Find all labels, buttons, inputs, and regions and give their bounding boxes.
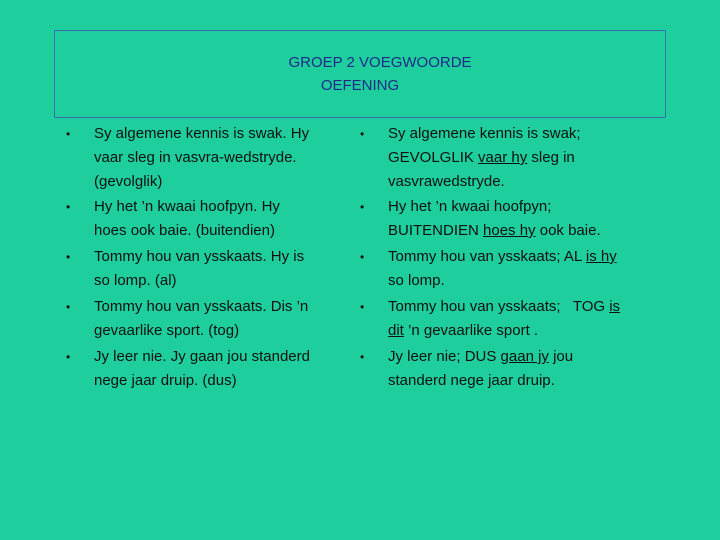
underlined-text: is: [609, 298, 621, 315]
bullet-icon: •: [360, 350, 365, 364]
bullet-icon: •: [360, 200, 365, 214]
bullet-icon: •: [360, 300, 365, 314]
item-line: Tommy hou van ysskaats; TOG is: [388, 298, 621, 315]
bullet-icon: •: [66, 200, 71, 214]
title-line-2: OEFENING: [320, 77, 400, 94]
item-line: nege jaar druip. (dus): [94, 372, 237, 389]
list-item: [360, 245, 680, 295]
item-line: Hy het ’n kwaai hoofpyn;: [388, 198, 552, 215]
item-line: (gevolglik): [94, 173, 163, 190]
list-item: [360, 345, 680, 395]
list-item: [66, 295, 362, 345]
bullet-icon: •: [360, 127, 365, 141]
item-line: BUITENDIEN hoes hy ook baie.: [388, 222, 601, 239]
item-line: Tommy hou van ysskaats. Hy is: [94, 248, 305, 265]
item-line: so lomp.: [388, 272, 445, 289]
underlined-text: hoes hy: [483, 222, 536, 239]
item-line: Hy het ’n kwaai hoofpyn. Hy: [94, 198, 280, 215]
bullet-icon: •: [360, 250, 365, 264]
list-item: [360, 295, 680, 345]
item-line: vaar sleg in vasvra-wedstryde.: [94, 149, 297, 166]
underlined-text: dit: [388, 322, 404, 339]
item-line: Jy leer nie; DUS gaan jy jou: [388, 348, 574, 365]
list-item: [66, 122, 362, 195]
underlined-text: gaan jy: [500, 348, 549, 365]
list-item: [66, 195, 362, 245]
item-line: Tommy hou van ysskaats. Dis ’n: [94, 298, 309, 315]
item-line: Sy algemene kennis is swak. Hy: [94, 125, 310, 142]
underlined-text: is hy: [585, 248, 617, 265]
bullet-icon: •: [66, 300, 71, 314]
bullet-icon: •: [66, 350, 71, 364]
list-item: [360, 122, 680, 195]
item-line: Jy leer nie. Jy gaan jou standerd: [94, 348, 310, 365]
underlined-text: vaar hy: [478, 149, 528, 166]
title-box: [54, 30, 666, 118]
bullet-icon: •: [66, 127, 71, 141]
item-line: Sy algemene kennis is swak;: [388, 125, 581, 142]
item-line: dit ’n gevaarlike sport .: [388, 322, 539, 339]
item-line: hoes ook baie. (buitendien): [94, 222, 275, 239]
left-column: [66, 122, 362, 395]
item-line: gevaarlike sport. (tog): [94, 322, 240, 339]
list-item: [66, 345, 362, 395]
list-item: [360, 195, 680, 245]
right-column: [360, 122, 680, 395]
item-line: GEVOLGLIK vaar hy sleg in: [388, 149, 575, 166]
item-line: standerd nege jaar druip.: [388, 372, 555, 389]
bullet-icon: •: [66, 250, 71, 264]
list-item: [66, 245, 362, 295]
item-line: vasvrawedstryde.: [388, 173, 505, 190]
item-line: so lomp. (al): [94, 272, 177, 289]
title-line-1: GROEP 2 VOEGWOORDE: [288, 54, 472, 71]
item-line: Tommy hou van ysskaats; AL is hy: [388, 248, 617, 265]
